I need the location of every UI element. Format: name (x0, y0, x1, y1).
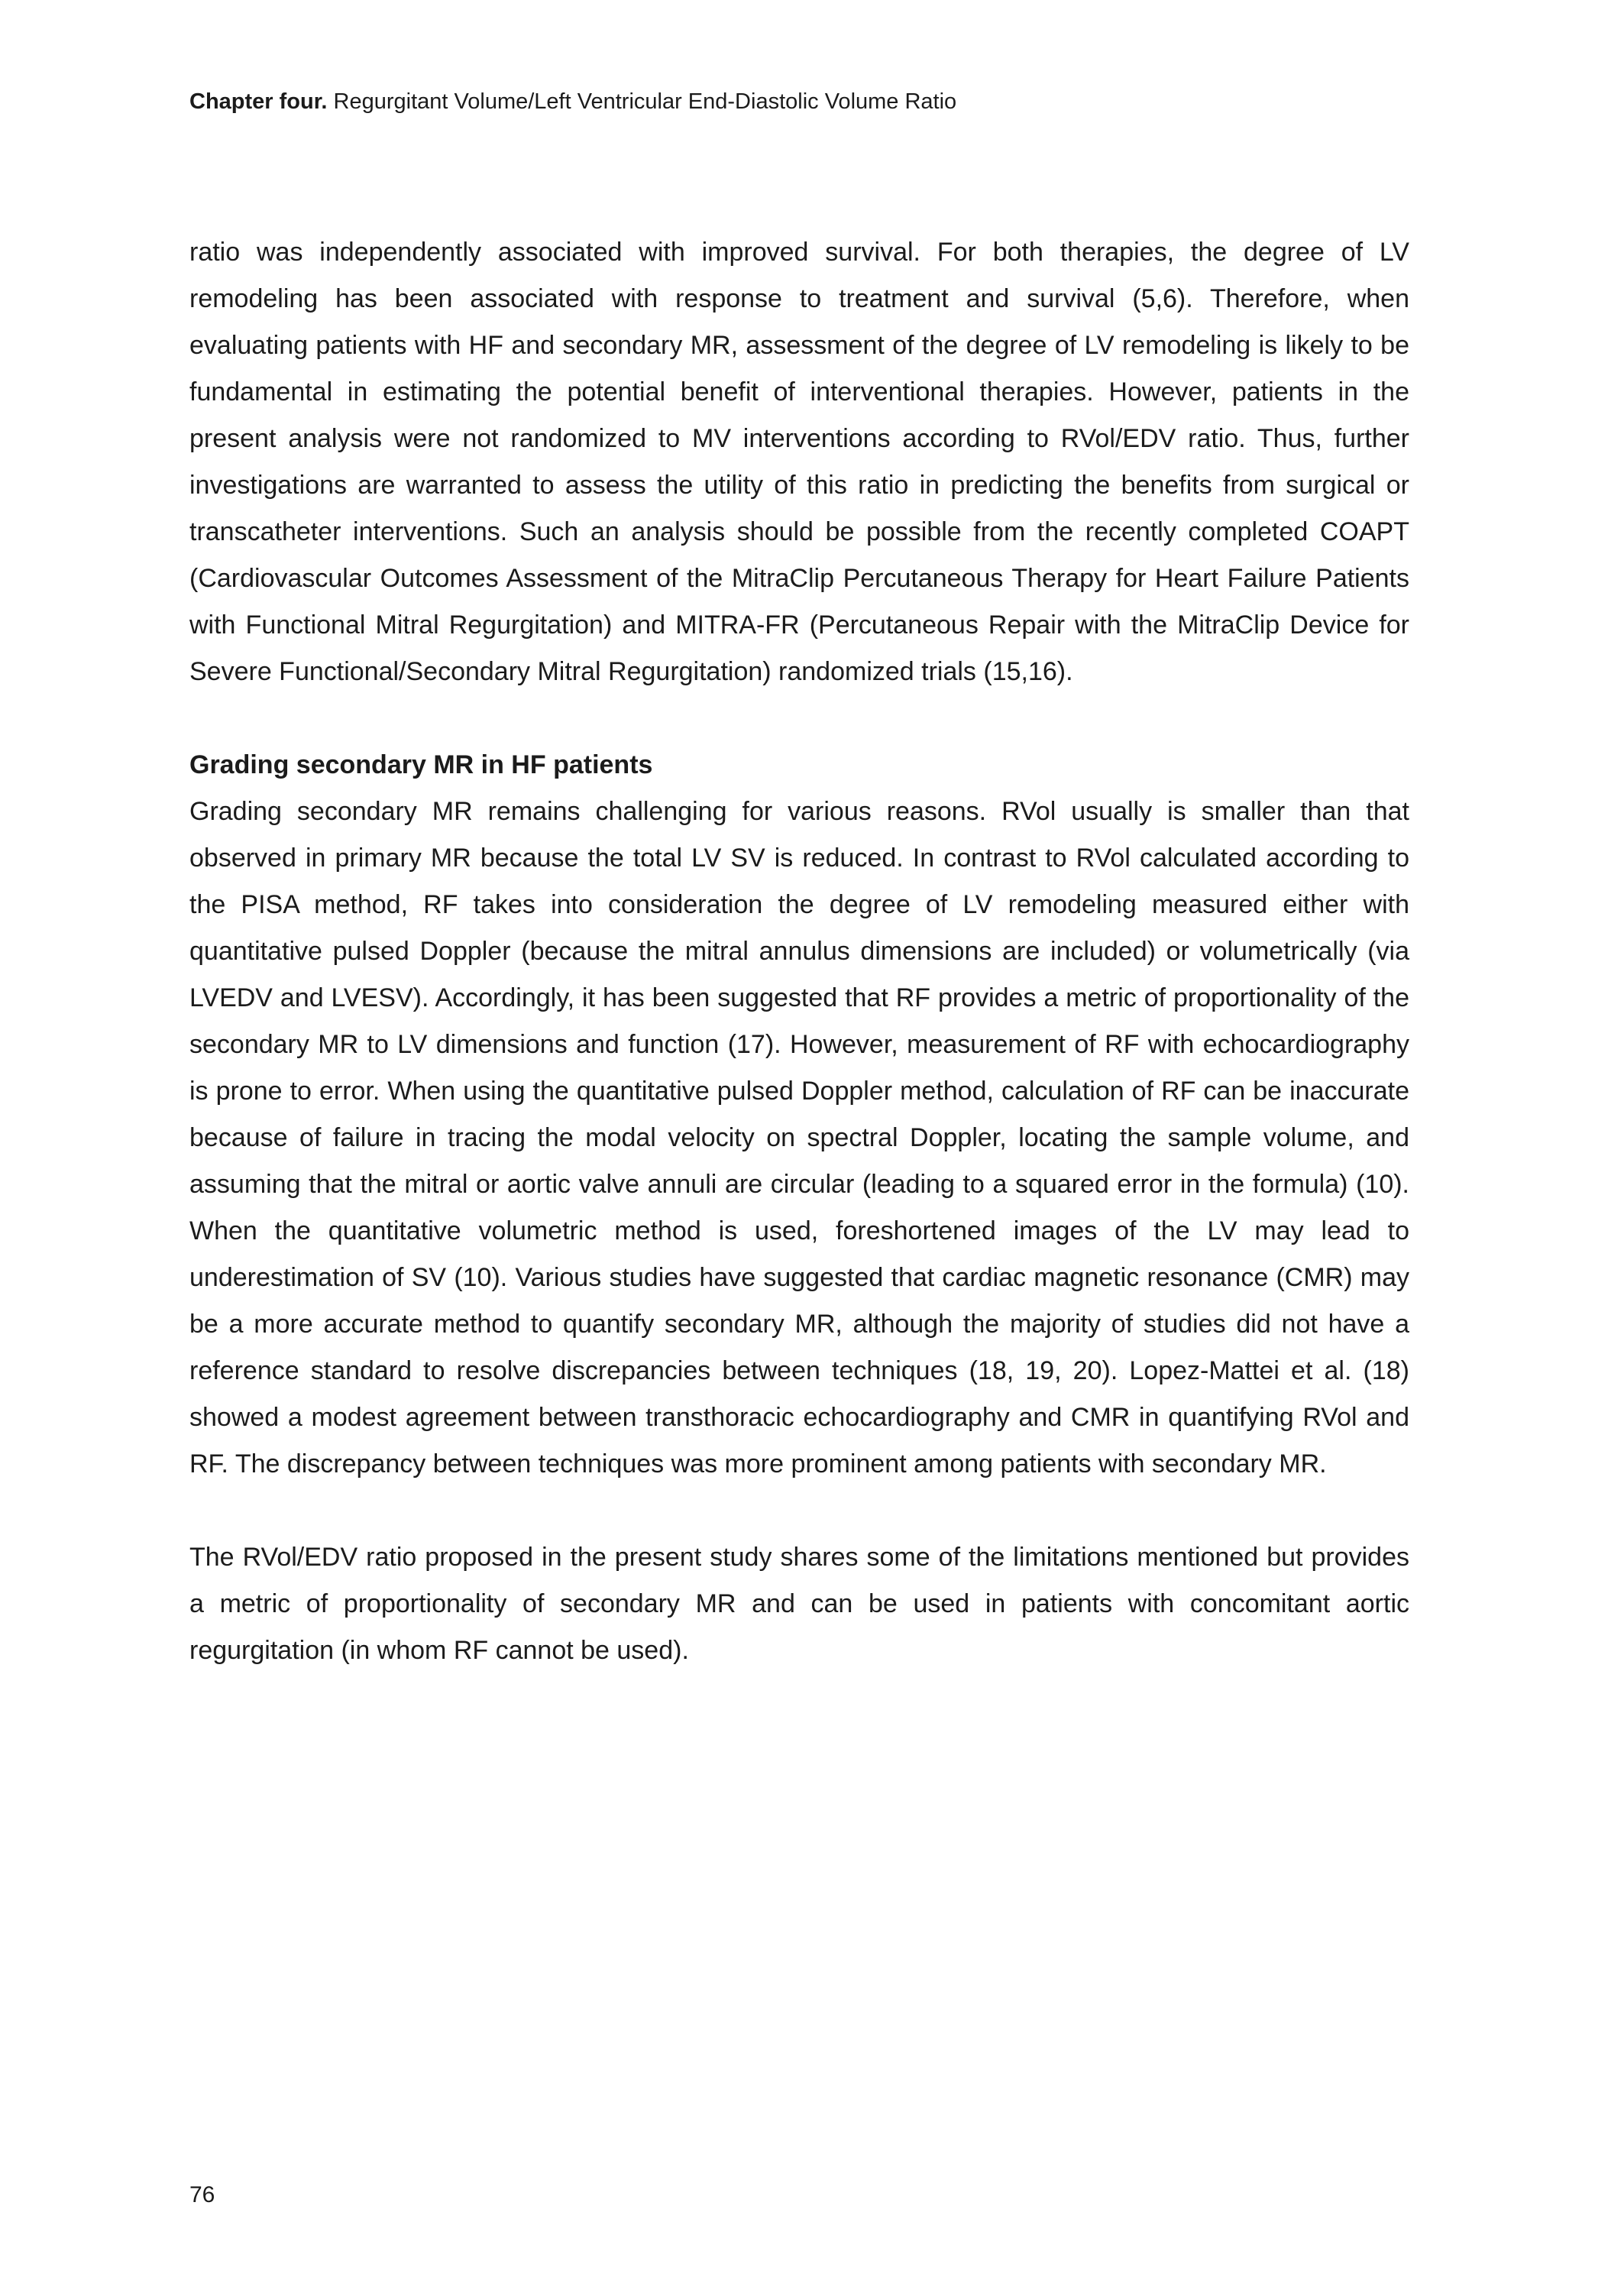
page-body (189, 229, 1409, 1674)
page-number: 76 (189, 2182, 215, 2207)
section-heading: Grading secondary MR in HF patients (189, 750, 653, 779)
paragraph-3: The RVol/EDV ratio proposed in the present study shares some of the limitations mentioned but provides a metric of proportionality of secondary MR and can be used in patients with concomitant aortic regurgitation (in whom RF cannot be used). (189, 1543, 1409, 1665)
paragraph-1: ratio was independently associated with improved survival. For both therapies, the degree of LV remodeling has been associated with response to treatment and survival (5,6). Therefore, when evaluating patients with HF and secondary MR, assessment of the degree of LV remodeling is likely to be fundamental in estimating the potential benefit of interventional therapies. However, patients in the present analysis were not randomized to MV interventions according to RVol/EDV ratio. Thus, further investigations are warranted to assess the utility of this ratio in predicting the benefits from surgical or transcatheter interventions. Such an analysis should be possible from the recently completed COAPT (Cardiovascular Outcomes Assessment of the MitraClip Percutaneous Therapy for Heart Failure Patients with Functional Mitral Regurgitation) and MITRA-FR (Percutaneous Repair with the MitraClip Device for Severe Functional/Secondary Mitral Regurgitation) randomized trials (15,16). (189, 238, 1409, 686)
running-header (189, 87, 1412, 117)
page-footer (189, 2182, 215, 2208)
chapter-title: Regurgitant Volume/Left Ventricular End-Diastolic Volume Ratio (327, 89, 957, 114)
chapter-label: Chapter four. (189, 89, 328, 114)
paragraph-2: Grading secondary MR remains challenging for various reasons. RVol usually is smaller than that observed in primary MR because the total LV SV is reduced. In contrast to RVol calculated according to the PISA method, RF takes into consideration the degree of LV remodeling measured either with quantitative pulsed Doppler (because the mitral annulus dimensions are included) or volumetrically (via LVEDV and LVESV). Accordingly, it has been suggested that RF provides a metric of proportionality of the secondary MR to LV dimensions and function (17). However, measurement of RF with echocardiography is prone to error. When using the quantitative pulsed Doppler method, calculation of RF can be inaccurate because of failure in tracing the modal velocity on spectral Doppler, locating the sample volume, and assuming that the mitral or aortic valve annuli are circular (leading to a squared error in the formula) (10). When the quantitative volumetric method is used, foreshortened images of the LV may lead to underestimation of SV (10). Various studies have suggested that cardiac magnetic resonance (CMR) may be a more accurate method to quantify secondary MR, although the majority of studies did not have a reference standard to resolve discrepancies between techniques (18, 19, 20). Lopez-Mattei et al. (18) showed a modest agreement between transthoracic echocardiography and CMR in quantifying RVol and RF. The discrepancy between techniques was more prominent among patients with secondary MR. (189, 797, 1409, 1478)
